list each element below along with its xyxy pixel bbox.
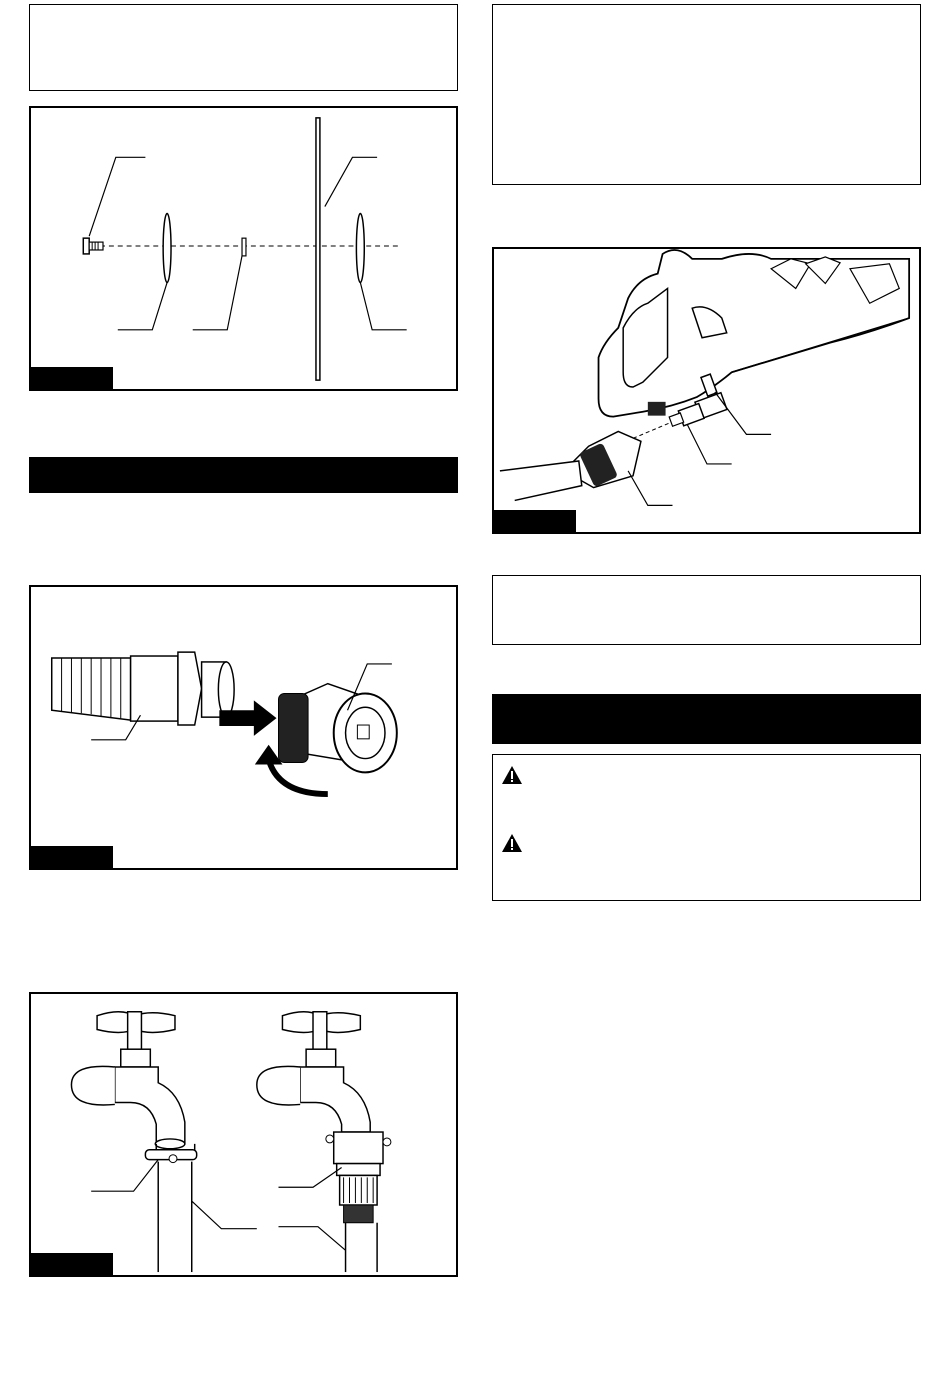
section-header-right — [492, 694, 921, 744]
tool-connection-drawing — [494, 249, 919, 532]
section-header-left — [29, 457, 458, 493]
figure-label — [31, 1253, 113, 1275]
inner-flange-shape — [356, 213, 364, 282]
figure-label — [31, 367, 113, 389]
warning-triangle-icon — [501, 833, 523, 853]
hose-adapter-drawing — [31, 587, 456, 868]
faucet-icon — [71, 1012, 196, 1163]
blade-assembly-drawing — [31, 108, 456, 389]
warning-triangle-icon — [501, 765, 523, 785]
faucet-icon — [257, 1012, 391, 1223]
warning-item — [501, 765, 523, 785]
warning-item — [501, 833, 523, 853]
ring-shape — [242, 238, 246, 256]
note-box-top-right — [492, 4, 921, 185]
note-box-middle-right — [492, 575, 921, 645]
figure-hose-adapter — [29, 585, 458, 870]
blade-shape — [316, 118, 320, 380]
note-box-top-left — [29, 4, 458, 91]
figure-blade-assembly — [29, 106, 458, 391]
faucet-drawing — [31, 994, 456, 1275]
outer-flange-shape — [163, 213, 171, 282]
figure-faucet — [29, 992, 458, 1277]
figure-label — [494, 510, 576, 532]
warning-box — [492, 754, 921, 901]
figure-label — [31, 846, 113, 868]
bolt-icon — [83, 238, 103, 254]
figure-tool-connection — [492, 247, 921, 534]
